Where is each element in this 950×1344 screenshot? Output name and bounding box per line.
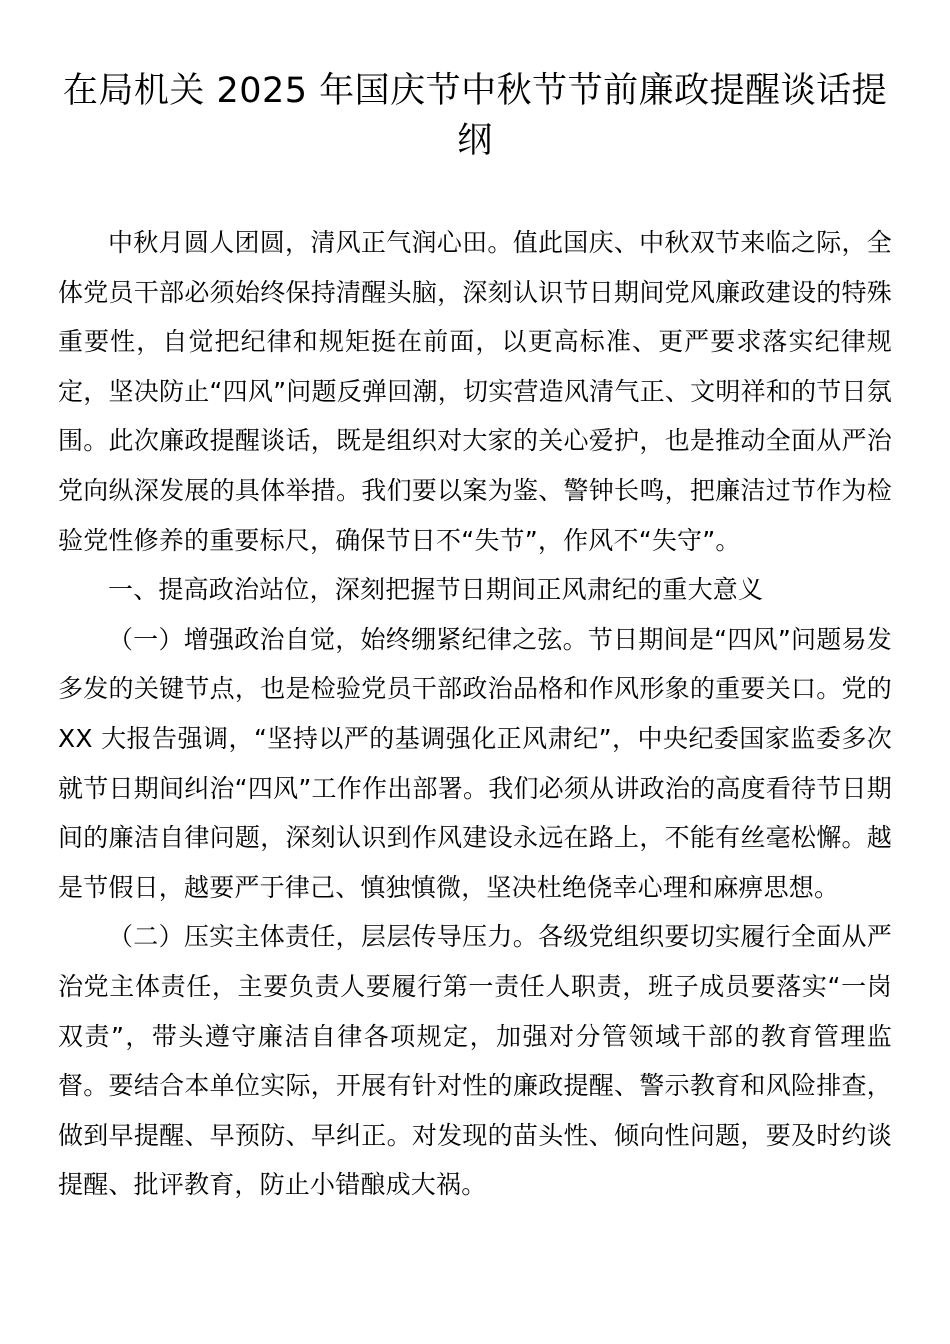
intro-paragraph: 中秋月圆人团圆，清风正气润心田。值此国庆、中秋双节来临之际，全体党员干部必须始终保持清醒头脑，深刻认识节日期间党风廉政建设的特殊重要性，自觉把纪律和规矩挺在前面，以更高标准、更严要求落实纪律规定，坚决防止“四风”问题反弹回潮，切实营造风清气正、文明祥和的节日氛围。此次廉政提醒谈话，既是组织对大家的关心爱护，也是推动全面从严治党向纵深发展的具体举措。我们要以案为鉴、警钟长鸣，把廉洁过节作为检验党性修养的重要标尺，确保节日不“失节”，作风不“失守”。	[58, 228, 892, 555]
subsection-paragraph-1: （一）增强政治自觉，始终绷紧纪律之弦。节日期间是“四风”问题易发多发的关键节点，也是检验党员干部政治品格和作风形象的重要关口。党的 XX 大报告强调，“坚持以严的基调强化正风肃纪”，中央纪委国家监委多次就节日期间纠治“四风”工作作出部署。我们必须从讲政治的高度看待节日期间的廉洁自律问题，深刻认识到作风建设永远在路上，不能有丝毫松懈。越是节假日，越要严于律己、慎独慎微，坚决杜绝侥幸心理和麻痹思想。	[58, 624, 892, 902]
document-title: 在局机关 2025 年国庆节中秋节节前廉政提醒谈话提纲	[62, 71, 888, 161]
subsection-paragraph-2: （二）压实主体责任，层层传导压力。各级党组织要切实履行全面从严治党主体责任，主要负责人要履行第一责任人职责，班子成员要落实“一岗双责”，带头遵守廉洁自律各项规定，加强对分管领域干部的教育管理监督。要结合本单位实际，开展有针对性的廉政提醒、警示教育和风险排查，做到早提醒、早预防、早纠正。对发现的苗头性、倾向性问题，要及时约谈提醒、批评教育，防止小错酿成大祸。	[58, 922, 892, 1200]
section-heading-1: 一、提高政治站位，深刻把握节日期间正风肃纪的重大意义	[108, 575, 764, 605]
document-body	[58, 218, 892, 1210]
